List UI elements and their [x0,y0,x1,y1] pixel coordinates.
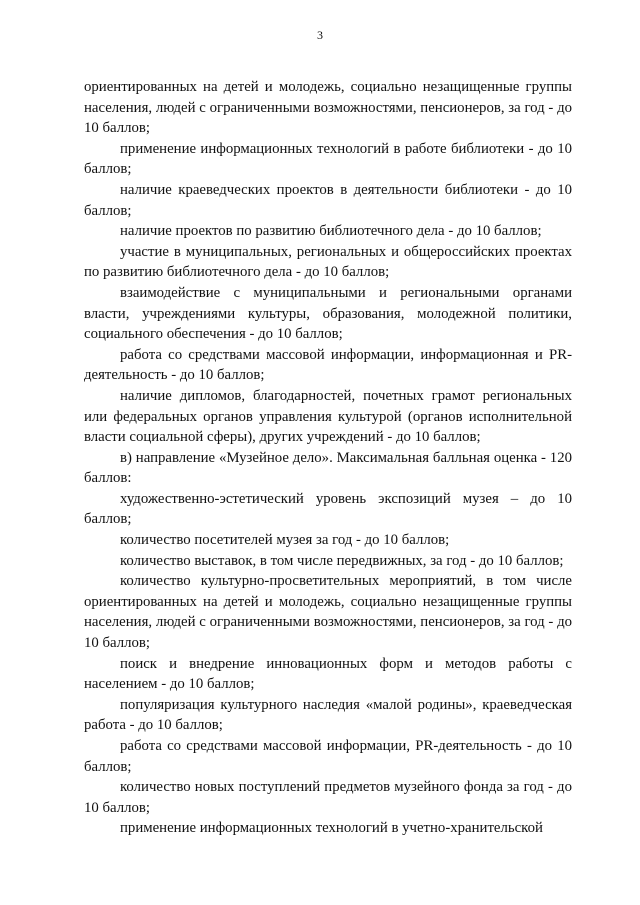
paragraph: количество выставок, в том числе передвижных, за год - до 10 баллов; [120,552,564,569]
paragraph: наличие проектов по развитию библиотечного дела - до 10 баллов; [120,223,542,240]
paragraph: применение информационных технологий в учетно-хранительской [120,820,543,837]
page-number: 3 [317,28,323,42]
paragraph: количество культурно-просветительных мероприятий, в том числе ориентированных на детей и молодежь, социально незащищенные группы населения, людей с ограниченными возможностями, пенсионеров, за год - до 10 баллов; [84,573,572,652]
paragraph: количество посетителей музея за год - до 10 баллов; [120,532,450,549]
paragraph: взаимодействие с муниципальными и региональными органами власти, учреждениями культуры, образования, молодежной политики, социального обеспечения - до 10 баллов; [84,284,572,343]
paragraph: количество новых поступлений предметов музейного фонда за год - до 10 баллов; [84,779,572,816]
section-heading-museum: в) направление «Музейное дело». Максимальная балльная оценка - 120 баллов: [84,449,572,487]
paragraph-continuation: ориентированных на детей и молодежь, социально незащищенные группы населения, людей с ограниченными возможностями, пенсионеров, за год - до 10 баллов; [84,79,572,137]
paragraph: работа со средствами массовой информации, PR-деятельность - до 10 баллов; [84,738,572,775]
paragraph: наличие краеведческих проектов в деятельности библиотеки - до 10 баллов; [84,181,572,219]
document-body [84,77,572,839]
paragraph: поиск и внедрение инновационных форм и методов работы с населением - до 10 баллов; [84,655,572,693]
paragraph: художественно-эстетический уровень экспозиций музея – до 10 баллов; [84,490,572,528]
paragraph: участие в муниципальных, региональных и общероссийских проектах по развитию библиотечного дела - до 10 баллов; [84,243,572,281]
paragraph: наличие дипломов, благодарностей, почетных грамот региональных или федеральных органов управления культурой (органов исполнительной власти социальной сферы), других учреждений - до 10 баллов; [84,387,572,446]
paragraph: популяризация культурного наследия «малой родины», краеведческая работа - до 10 баллов; [84,696,572,734]
paragraph: применение информационных технологий в работе библиотеки - до 10 баллов; [84,140,572,178]
paragraph: работа со средствами массовой информации, информационная и PR-деятельность - до 10 баллов; [84,346,572,384]
